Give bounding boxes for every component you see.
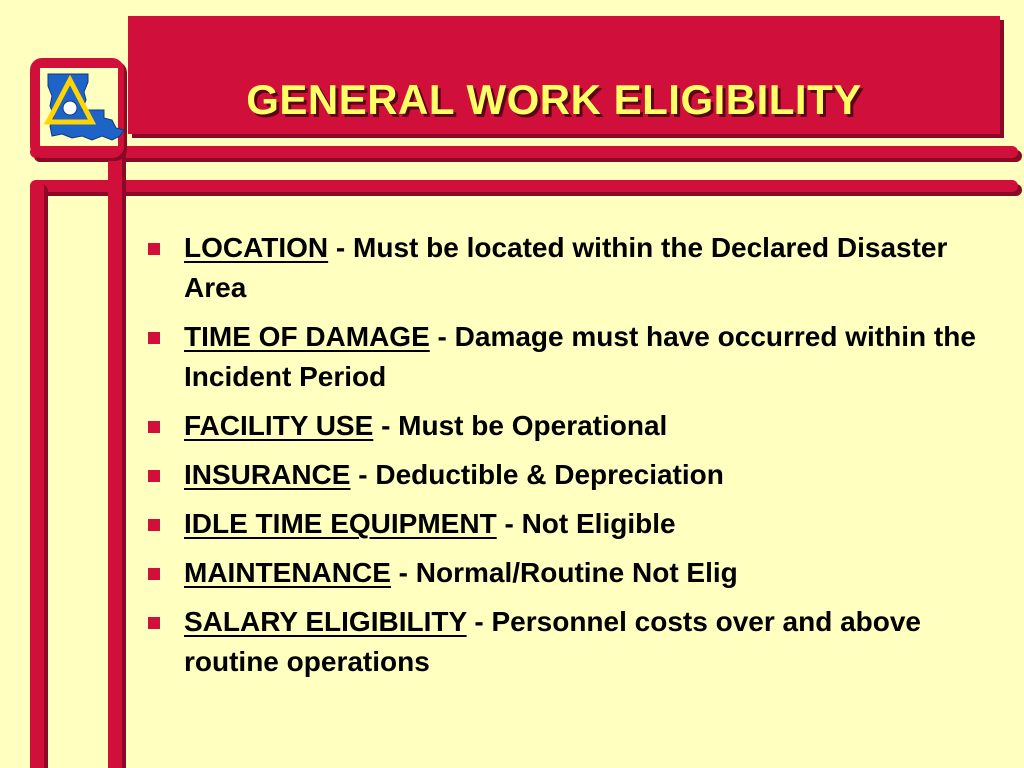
item-term: LOCATION (184, 232, 329, 263)
bullet-list (148, 228, 998, 691)
frame-rail-inner (108, 64, 122, 768)
frame-rail-top (30, 146, 1018, 158)
item-text: - Must be located within the Declared Disaster Area (184, 232, 948, 303)
list-item (148, 553, 998, 593)
louisiana-emblem-icon (42, 70, 128, 146)
frame-rail-middle (30, 180, 1018, 192)
bullet-icon (148, 470, 160, 482)
item-text: - Deductible & Depreciation (350, 459, 724, 490)
bullet-icon (148, 519, 160, 531)
item-text: - Personnel costs over and above routine operations (184, 606, 921, 677)
bullet-icon (148, 243, 160, 255)
item-term: FACILITY USE (184, 410, 374, 441)
bullet-icon (148, 421, 160, 433)
bullet-icon (148, 617, 160, 629)
item-term: INSURANCE (184, 459, 351, 490)
list-item (148, 228, 998, 308)
list-item (148, 602, 998, 682)
item-text: - Must be Operational (373, 410, 668, 441)
bullet-icon (148, 332, 160, 344)
item-term: TIME OF DAMAGE (184, 321, 430, 352)
list-item (148, 406, 998, 446)
frame-rail-left (30, 180, 44, 768)
slide-title: GENERAL WORK ELIGIBILITY (246, 76, 862, 123)
item-term: SALARY ELIGIBILITY (184, 606, 467, 637)
list-item (148, 504, 998, 544)
item-text: - Damage must have occurred within the Incident Period (184, 321, 976, 392)
item-text: - Normal/Routine Not Elig (390, 557, 738, 588)
item-text: - Not Eligible (496, 508, 676, 539)
list-item (148, 317, 998, 397)
list-item (148, 455, 998, 495)
item-term: IDLE TIME EQUIPMENT (184, 508, 497, 539)
title-banner (128, 16, 1000, 134)
item-term: MAINTENANCE (184, 557, 391, 588)
bullet-icon (148, 568, 160, 580)
